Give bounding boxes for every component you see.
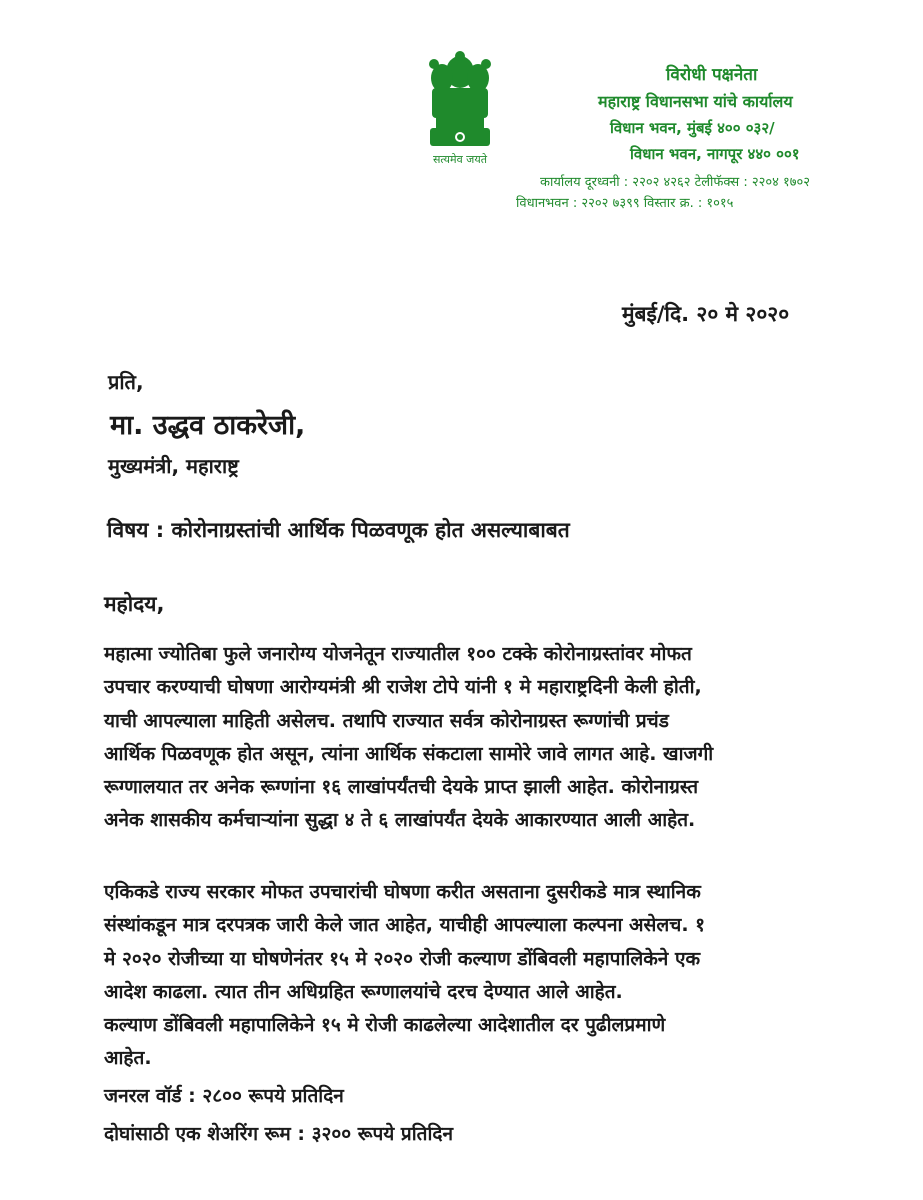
- paragraph-line: एकिकडे राज्य सरकार मोफत उपचारांची घोषणा करीत असताना दुसरीकडे मात्र स्थानिक: [104, 881, 701, 903]
- letter-subject: विषय : कोरोनाग्रस्तांची आर्थिक पिळवणूक होत असल्याबाबत: [107, 518, 570, 542]
- to-label: प्रति,: [108, 370, 144, 394]
- paragraph-line: अनेक शासकीय कर्मचाऱ्यांना सुद्धा ४ ते ६ लाखांपर्यंत देयके आकारण्यात आली आहेत.: [104, 809, 696, 832]
- letterhead-phone-line1: कार्यालय दूरध्वनी : २२०२ ४२६२ टेलीफॅक्स : २२०४ १७०२: [540, 175, 811, 190]
- paragraph-line: महात्मा ज्योतिबा फुले जनारोग्य योजनेतून राज्यातील १०० टक्के कोरोनाग्रस्तांवर मोफत: [104, 643, 692, 665]
- addressee-name: मा. उद्धव ठाकरेजी,: [110, 410, 306, 441]
- paragraph-2: [104, 876, 824, 1076]
- emblem-motto: सत्यमेव जयते: [432, 153, 487, 166]
- addressee-designation: मुख्यमंत्री, महाराष्ट्र: [108, 454, 239, 478]
- paragraph-line: रूग्णालयात तर अनेक रूग्णांना १६ लाखांपर्यंतची देयके प्राप्त झाली आहेत. कोरोनाग्रस्त: [104, 776, 699, 798]
- letterhead-address-line1: विधान भवन, मुंबई ४०० ०३२/: [610, 119, 775, 137]
- paragraph-line: आदेश काढला. त्यात तीन अधिग्रहित रूग्णालयांचे दरच देण्यात आले आहेत.: [104, 980, 623, 1003]
- paragraph-line: संस्थांकडून मात्र दरपत्रक जारी केले जात आहेत, याचीही आपल्याला कल्पना असेलच. १: [104, 914, 706, 937]
- letter-date: मुंबई/दि. २० मे २०२०: [622, 302, 790, 326]
- letterhead-title: विरोधी पक्षनेता: [666, 65, 758, 85]
- paragraph-line: मे २०२० रोजीच्या या घोषणेनंतर १५ मे २०२० रोजी कल्याण डोंबिवली महापालिकेने एक: [104, 947, 701, 970]
- letterhead-office: महाराष्ट्र विधानसभा यांचे कार्यालय: [598, 92, 793, 111]
- rate-sharing-room: दोघांसाठी एक शेअरिंग रूम : ३२०० रूपये प्रतिदिन: [104, 1123, 454, 1145]
- salutation: महोदय,: [104, 592, 165, 616]
- paragraph-1: [104, 638, 824, 838]
- paragraph-line: याची आपल्याला माहिती असेलच. तथापि राज्यात सर्वत्र कोरोनाग्रस्त रूग्णांची प्रचंड: [104, 709, 669, 732]
- rate-general-ward: जनरल वॉर्ड : २८०० रूपये प्रतिदिन: [104, 1085, 344, 1107]
- paragraph-line: उपचार करण्याची घोषणा आरोग्यमंत्री श्री राजेश टोपे यांनी १ मे महाराष्ट्रदिनी केली होती,: [104, 676, 702, 699]
- paragraph-line: कल्याण डोंबिवली महापालिकेने १५ मे रोजी काढलेल्या आदेशातील दर पुढीलप्रमाणे: [104, 1014, 666, 1036]
- letterhead-phone-line2: विधानभवन : २२०२ ७३९९ विस्तार क्र. : १०१५: [516, 196, 734, 211]
- paragraph-line: आर्थिक पिळवणूक होत असून, त्यांना आर्थिक संकटाला सामोरे जावे लागत आहे. खाजगी: [104, 742, 714, 765]
- letterhead-address-line2: विधान भवन, नागपूर ४४० ००१: [630, 145, 800, 163]
- paragraph-line: आहेत.: [104, 1047, 152, 1070]
